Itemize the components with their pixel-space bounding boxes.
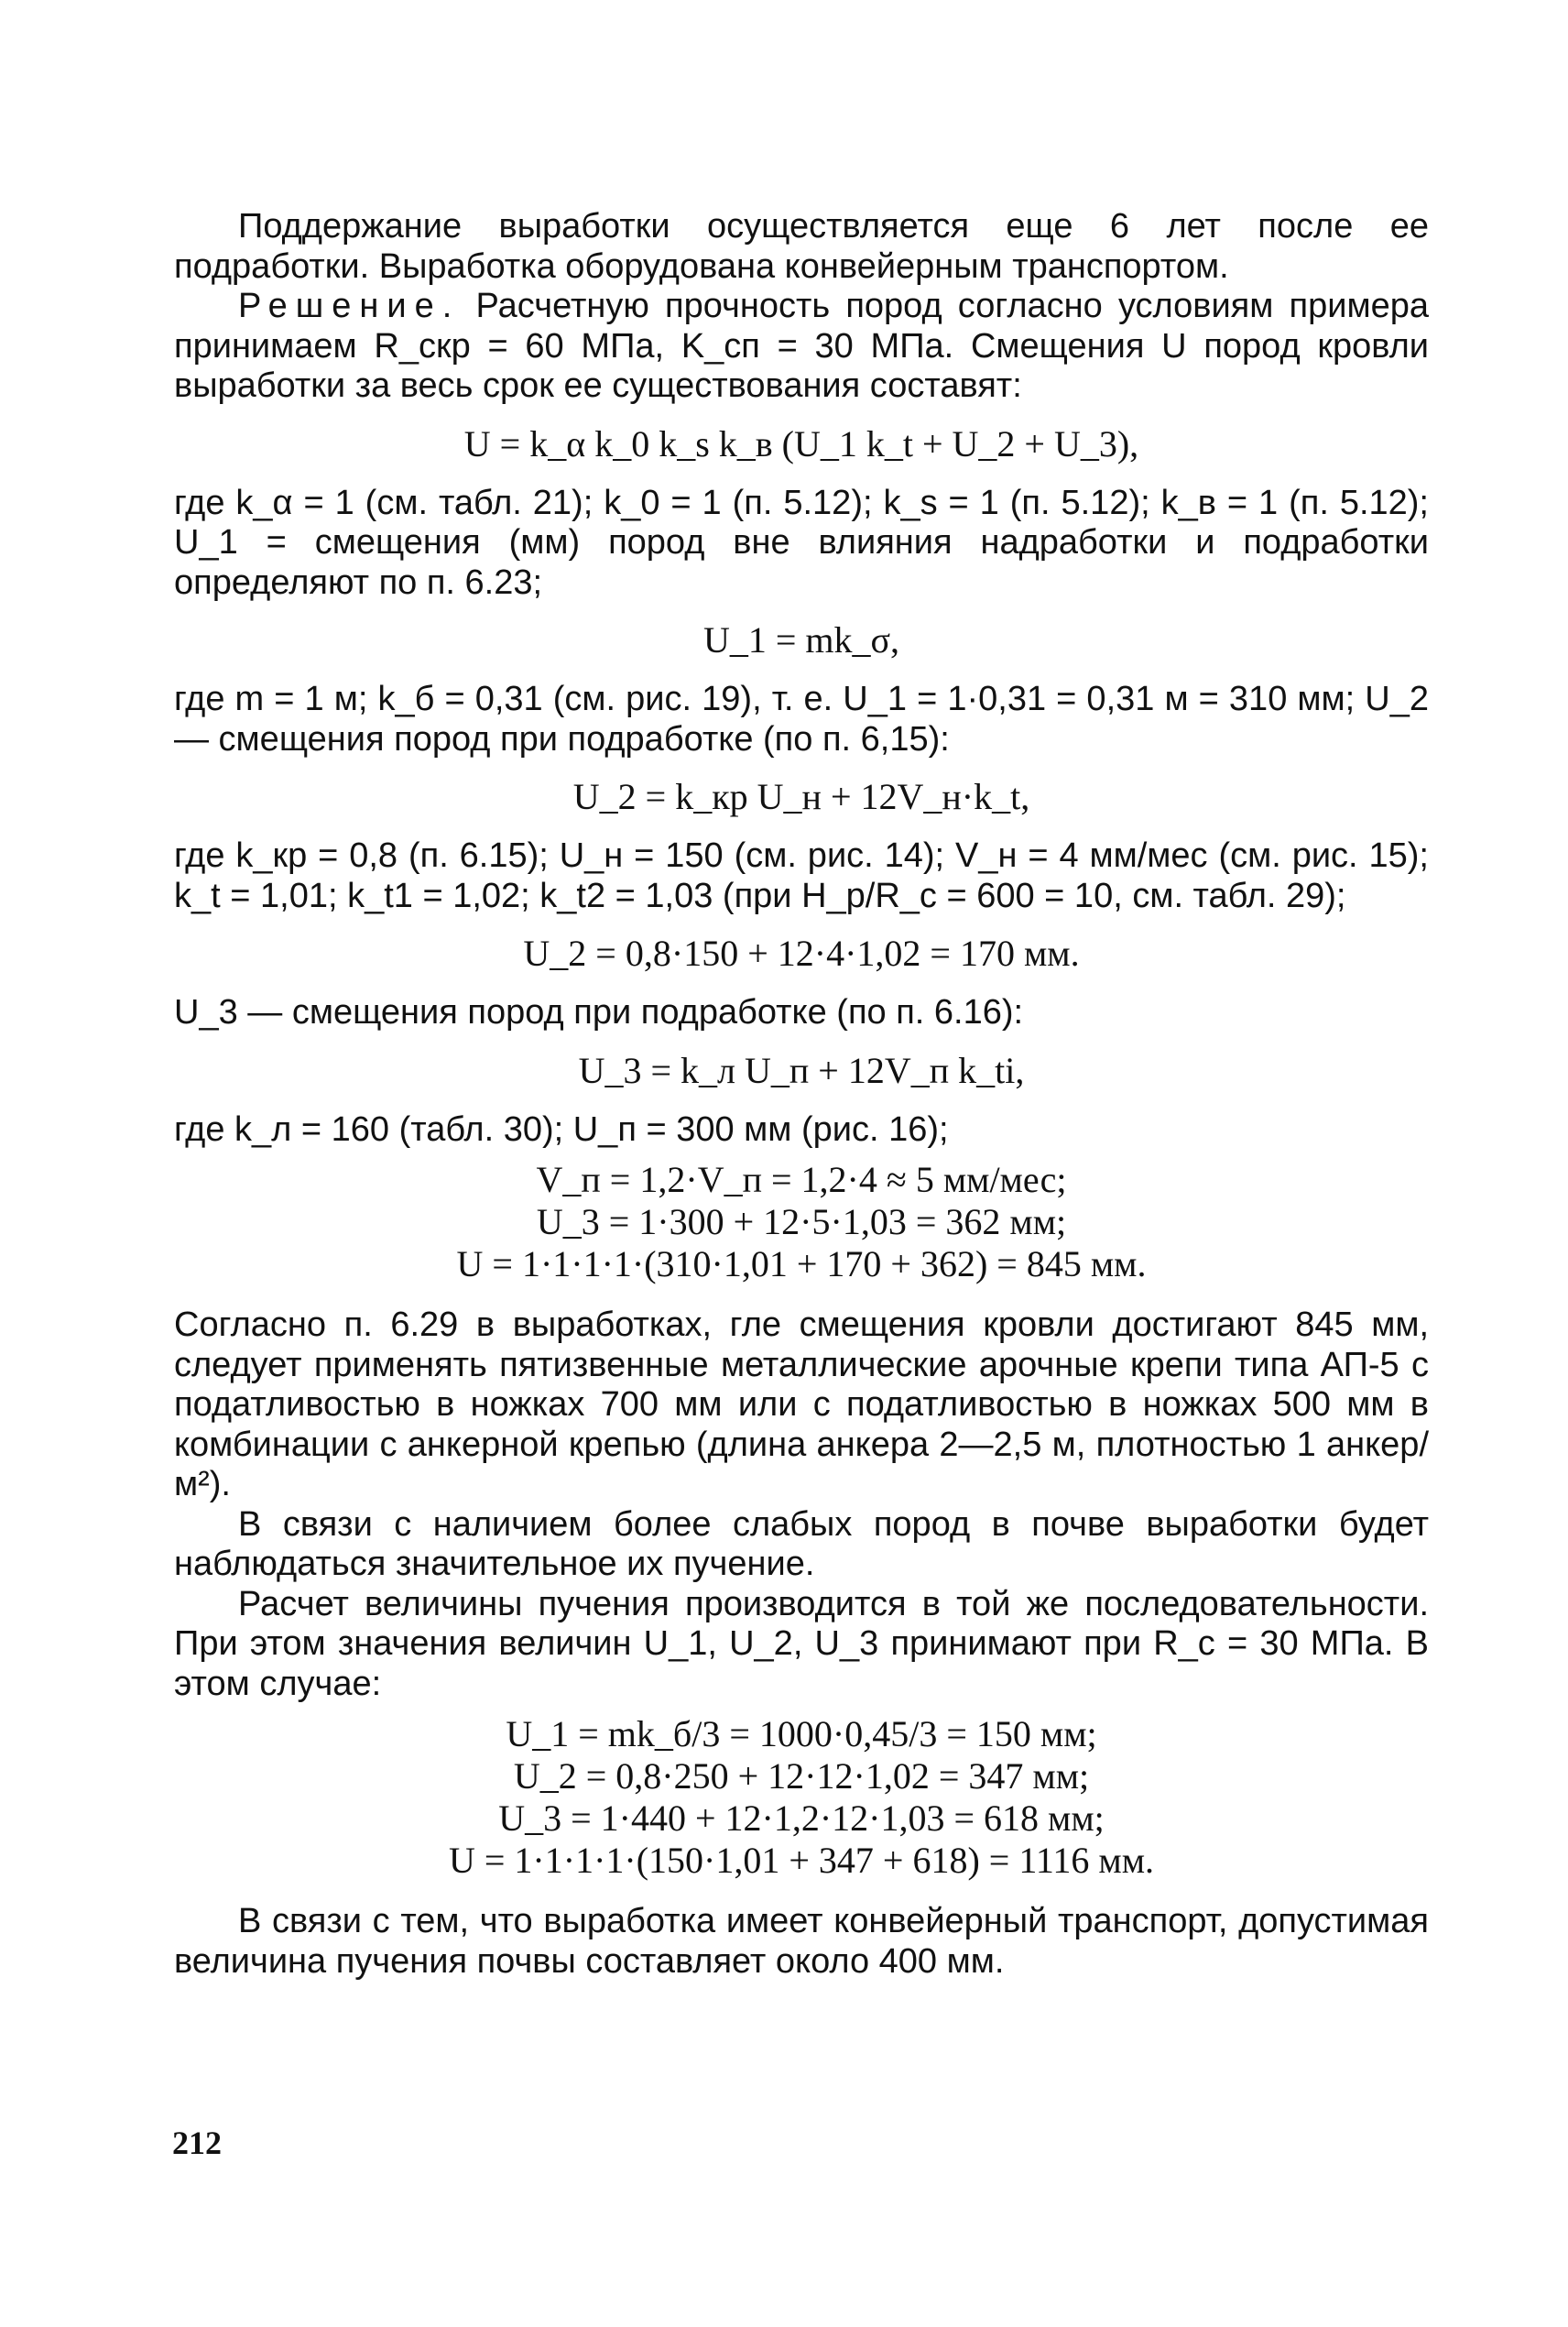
paragraph-3: где k_α = 1 (см. табл. 21); k_0 = 1 (п. 5.12); k_s = 1 (п. 5.12); k_в = 1 (п. 5.12); U_1 = смещения (мм) пород вне влияния надработки и подработки определяют по п. 6.23; — [174, 483, 1429, 602]
equation-11: U_3 = 1·440 + 12·1,2·12·1,03 = 618 мм; — [498, 1797, 1105, 1839]
equation-3: U_2 = k_кр U_н + 12V_н·k_t, — [572, 776, 1030, 817]
equation-7: U_3 = 1·300 + 12·5·1,03 = 362 мм; — [536, 1201, 1067, 1242]
equation-group-2 — [174, 1713, 1429, 1882]
paragraph-1: Поддержание выработки осуществляется еще 6 лет после ее подработки. Выработка оборудована конвейерным транспортом. — [174, 207, 1429, 286]
equation-5: U_3 = k_л U_п + 12V_п k_ti, — [578, 1049, 1025, 1091]
paragraph-5: где k_кр = 0,8 (п. 6.15); U_н = 150 (см. рис. 14); V_н = 4 мм/мес (см. рис. 15); k_t = 1,01; k_t1 = 1,02; k_t2 = 1,03 (при H_р/R_с = 600 = 10, см. табл. 29); — [174, 836, 1429, 915]
equation-6: V_п = 1,2·V_п = 1,2·4 ≈ 5 мм/мес; — [536, 1159, 1067, 1200]
equation-group-1 — [174, 1159, 1429, 1285]
paragraph-7: где k_л = 160 (табл. 30); U_п = 300 мм (рис. 16); — [174, 1109, 949, 1149]
paragraph-11: В связи с тем, что выработка имеет конвейерный транспорт, допустимая величина пучения почвы составляет около 400 мм. — [174, 1902, 1429, 1981]
paragraph-2-text: Расчетную прочность пород согласно условиям примера принимаем R_скр = 60 МПа, K_сп = 30 МПа. Смещения U пород кровли выработки за весь срок ее существования составят: — [174, 287, 1430, 405]
page-body — [174, 207, 1429, 1982]
equation-8: U = 1·1·1·1·(310·1,01 + 170 + 362) = 845 мм. — [456, 1243, 1147, 1284]
equation-1: U = k_α k_0 k_s k_в (U_1 k_t + U_2 + U_3), — [463, 422, 1139, 464]
paragraph-10: Расчет величины пучения производится в той же последовательности. При этом значения величин U_1, U_2, U_3 принимают при R_с = 30 МПа. В этом случае: — [174, 1584, 1429, 1703]
page-number: 212 — [172, 2125, 222, 2161]
equation-10: U_2 = 0,8·250 + 12·12·1,02 = 347 мм; — [513, 1755, 1090, 1797]
paragraph-9: В связи с наличием более слабых пород в почве выработки будет наблюдаться значительное их пучение. — [174, 1504, 1429, 1583]
paragraph-2 — [174, 287, 1429, 407]
solution-lead: Решение. — [238, 287, 461, 325]
equation-2: U_1 = mk_σ, — [702, 619, 900, 661]
paragraph-4: где m = 1 м; k_б = 0,31 (см. рис. 19), т. е. U_1 = 1·0,31 = 0,31 м = 310 мм; U_2 — смещения пород при подработке (по п. 6,15): — [174, 680, 1429, 759]
equation-12: U = 1·1·1·1·(150·1,01 + 347 + 618) = 1116 мм. — [448, 1840, 1155, 1881]
paragraph-8: Согласно п. 6.29 в выработках, гле смещения кровли достигают 845 мм, следует применять пятизвенные металлические арочные крепи типа АП-5 с податливостью в ножках 700 мм или с податливостью в ножках 500 мм в комбинации с анкерной крепью (длина анкера 2—2,5 м, плотностью 1 анкер/м²). — [174, 1306, 1429, 1503]
paragraph-6: U_3 — смещения пород при подработке (по п. 6.16): — [174, 993, 1024, 1032]
equation-4: U_2 = 0,8·150 + 12·4·1,02 = 170 мм. — [523, 933, 1080, 974]
equation-9: U_1 = mk_б/3 = 1000·0,45/3 = 150 мм; — [506, 1713, 1097, 1754]
